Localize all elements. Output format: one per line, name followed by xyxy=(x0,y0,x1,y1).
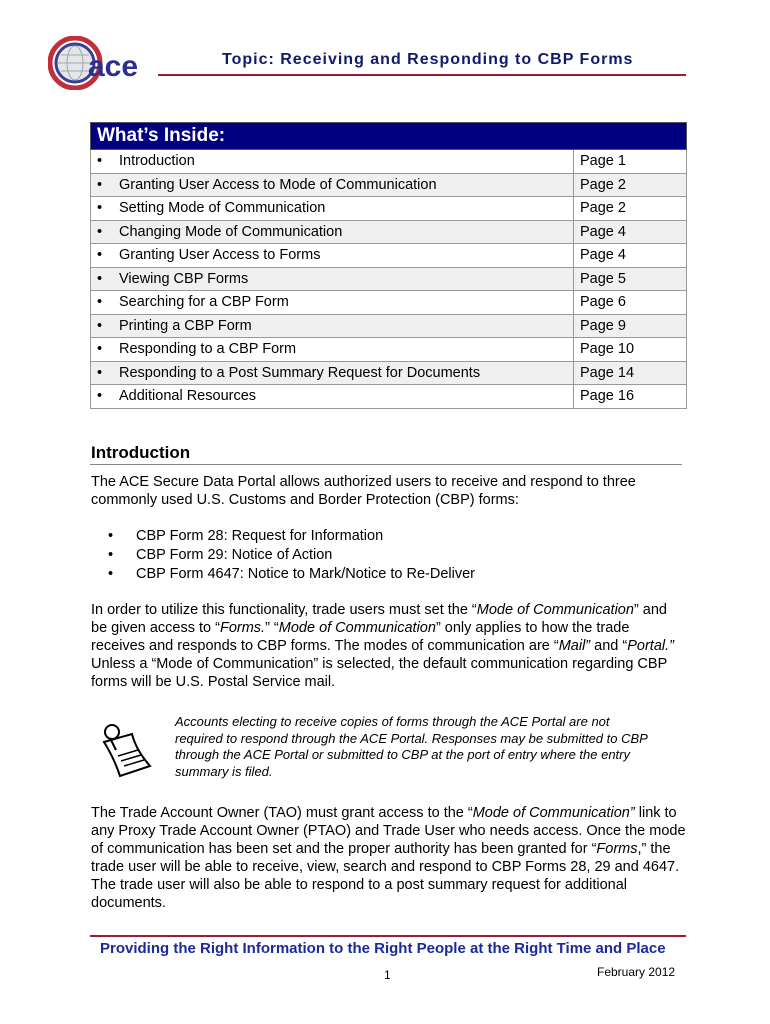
italic-text: Mode of Communication xyxy=(476,602,634,618)
toc-row xyxy=(91,361,687,385)
italic-text: Mode of Communication” xyxy=(472,805,635,821)
toc-item-page: Page 16 xyxy=(574,385,687,409)
note-pin-icon xyxy=(96,720,156,780)
toc-item-page: Page 1 xyxy=(574,150,687,174)
heading-rule xyxy=(90,464,682,465)
toc-row xyxy=(91,267,687,291)
toc-item-page: Page 2 xyxy=(574,173,687,197)
toc-row xyxy=(91,150,687,174)
intro-paragraph-2 xyxy=(91,601,686,691)
italic-text: Mail” xyxy=(558,638,591,654)
text: In order to utilize this functionality, trade users must set the “ xyxy=(91,602,477,618)
italic-text: Mode of Communication xyxy=(278,620,436,636)
bullet: • xyxy=(97,200,103,217)
text: ” and be given access to “ xyxy=(91,602,667,636)
toc-item xyxy=(91,150,574,174)
toc-row xyxy=(91,197,687,221)
bullet: • xyxy=(97,223,103,240)
toc-item-page: Page 6 xyxy=(574,291,687,315)
toc-item xyxy=(91,385,574,409)
toc-item-label: Searching for a CBP Form xyxy=(119,294,289,311)
toc-item xyxy=(91,361,574,385)
bullet: • xyxy=(97,270,103,287)
toc-row xyxy=(91,291,687,315)
text: ” “ xyxy=(265,620,279,636)
text: ” only applies to how the trade receives and responds to CBP forms. The modes of communication are “ xyxy=(91,620,630,654)
intro-paragraph-3 xyxy=(91,804,686,912)
footer-tagline: Providing the Right Information to the Right People at the Right Time and Place xyxy=(100,940,666,957)
toc-item xyxy=(91,197,574,221)
intro-paragraph-1: The ACE Secure Data Portal allows authorized users to receive and respond to three commonly used U.S. Customs and Border Protection (CBP) forms: xyxy=(91,474,636,508)
footer-rule xyxy=(90,935,686,937)
toc-item-label: Setting Mode of Communication xyxy=(119,200,326,217)
toc-item-label: Granting User Access to Forms xyxy=(119,247,321,264)
toc-item xyxy=(91,338,574,362)
bullet: • xyxy=(97,247,103,264)
toc-item-label: Responding to a CBP Form xyxy=(119,341,297,358)
toc-item-page: Page 10 xyxy=(574,338,687,362)
bullet: • xyxy=(97,153,103,170)
bullet: • xyxy=(97,317,103,334)
toc-item xyxy=(91,244,574,268)
toc-item-label: Responding to a Post Summary Request for Documents xyxy=(119,364,481,381)
toc-item xyxy=(91,220,574,244)
toc-row xyxy=(91,314,687,338)
list-item: • CBP Form 28: Request for Information xyxy=(108,527,475,546)
italic-text: Forms xyxy=(596,841,638,857)
toc-item-page: Page 2 xyxy=(574,197,687,221)
bullet: • xyxy=(97,341,103,358)
toc-item-label: Changing Mode of Communication xyxy=(119,223,343,240)
bullet: • xyxy=(97,364,103,381)
italic-text: Forms. xyxy=(219,620,266,636)
toc-item xyxy=(91,291,574,315)
italic-text: Portal.” xyxy=(627,638,674,654)
header-rule xyxy=(158,74,686,76)
text: The Trade Account Owner (TAO) must grant access to the “ xyxy=(91,805,473,821)
toc-item-label: Introduction xyxy=(119,153,195,170)
list-item: • CBP Form 4647: Notice to Mark/Notice to Re-Deliver xyxy=(108,565,475,584)
page-number: 1 xyxy=(384,968,391,982)
bullet: • xyxy=(97,176,103,193)
toc-item-page: Page 5 xyxy=(574,267,687,291)
toc-item-page: Page 4 xyxy=(574,220,687,244)
toc-row xyxy=(91,338,687,362)
toc-row xyxy=(91,173,687,197)
text: ,” the trade user will be able to receive, view, search and respond to CBP Forms 28, 29 and 4647. The trade user will also be able to respond to a post summary request for additional documents. xyxy=(91,841,680,911)
toc-row xyxy=(91,244,687,268)
toc-title: What’s Inside: xyxy=(91,123,687,150)
toc-item-label: Additional Resources xyxy=(119,388,257,405)
footer-date: February 2012 xyxy=(597,965,676,979)
bullet: • xyxy=(97,294,103,311)
svg-text:ace: ace xyxy=(88,50,139,83)
text: Unless a “Mode of Communication” is selected, the default communication regarding CBP forms will be U.S. Postal Service mail. xyxy=(91,656,667,690)
whats-inside-table xyxy=(90,122,687,409)
list-item: • CBP Form 29: Notice of Action xyxy=(108,546,475,565)
toc-item xyxy=(91,173,574,197)
toc-item xyxy=(91,314,574,338)
toc-item xyxy=(91,267,574,291)
ace-logo xyxy=(48,36,160,90)
text: link to any Proxy Trade Account Owner (PTAO) and Trade User who needs access. Once the mode of communication has been set and the proper authority has been granted for “ xyxy=(91,805,686,857)
toc-item-page: Page 4 xyxy=(574,244,687,268)
forms-list xyxy=(108,527,475,584)
toc-item-page: Page 14 xyxy=(574,361,687,385)
toc-item-label: Granting User Access to Mode of Communication xyxy=(119,176,437,193)
topic-title: Topic: Receiving and Responding to CBP Forms xyxy=(222,51,634,68)
toc-item-label: Viewing CBP Forms xyxy=(119,270,249,287)
note-text: Accounts electing to receive copies of forms through the ACE Portal are not required to respond through the ACE Portal. Responses may be submitted to CBP through the ACE Portal or submitted to CBP at the port of entry where the entry summary is filed. xyxy=(175,714,648,779)
toc-row xyxy=(91,385,687,409)
toc-item-page: Page 9 xyxy=(574,314,687,338)
toc-row xyxy=(91,220,687,244)
bullet: • xyxy=(97,388,103,405)
toc-item-label: Printing a CBP Form xyxy=(119,317,252,334)
text: and “ xyxy=(590,638,628,654)
section-heading-introduction: Introduction xyxy=(91,443,191,462)
